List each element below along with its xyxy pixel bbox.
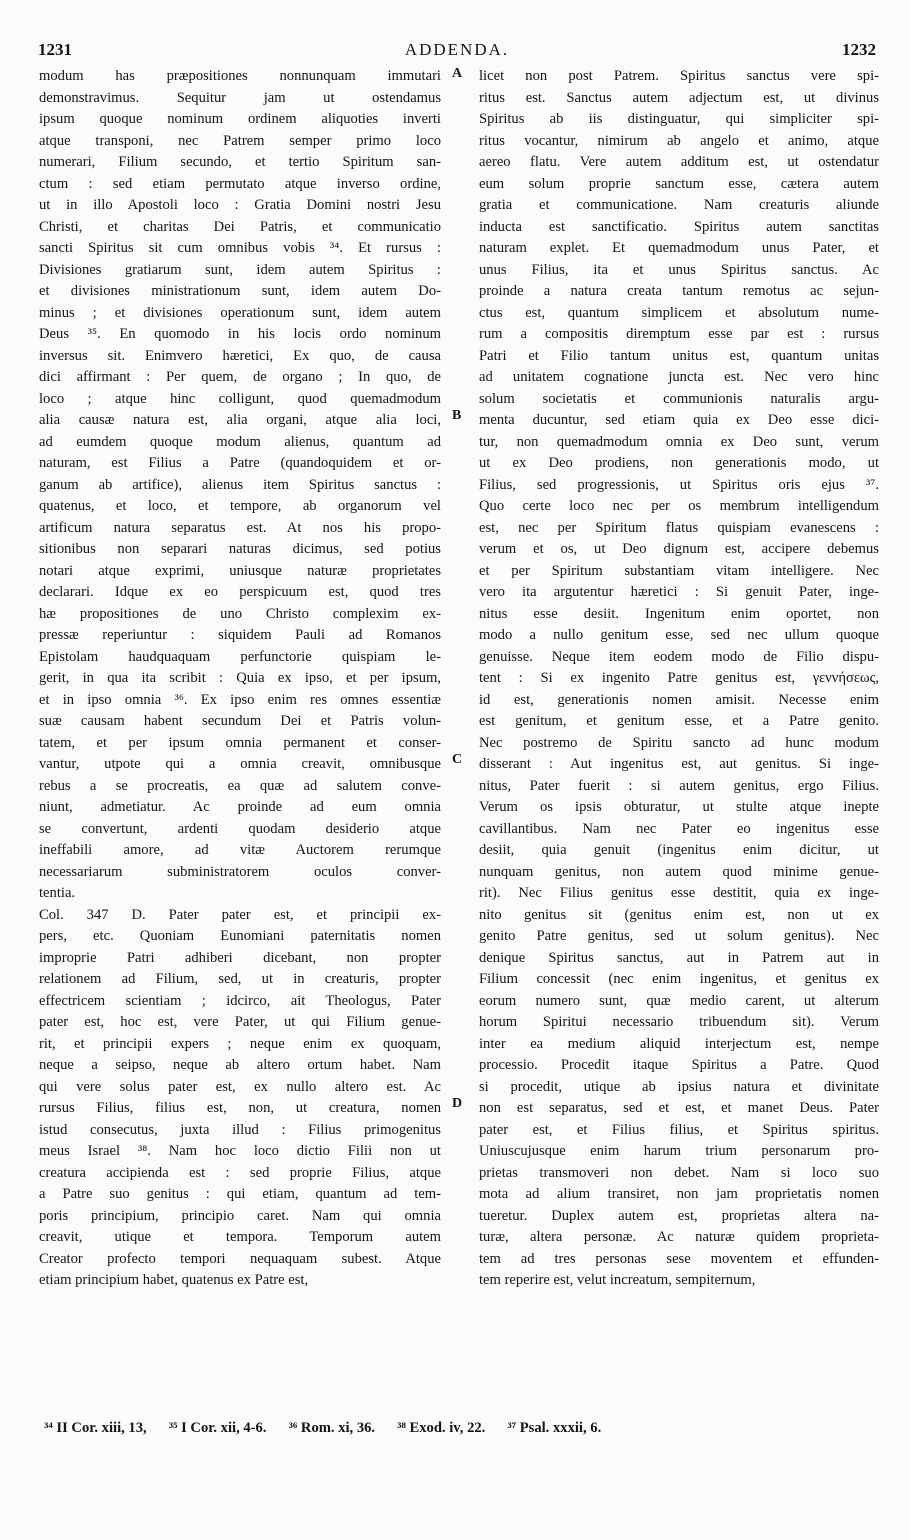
- text-line: rum a compositis diremptum esse par est : rursus: [479, 326, 879, 342]
- text-line: disserant : Aut ingenitus est, aut genitus. Si inge-: [479, 756, 879, 772]
- margin-marker-b: B: [452, 408, 462, 423]
- text-line: naturam, est Filius a Patre (quandoquidem et or-: [39, 455, 441, 471]
- text-line: rit, et principii expers ; neque enim ex quoquam,: [39, 1035, 441, 1052]
- text-line: declarari. Idque ex eo perspicuum est, quod tres: [39, 584, 441, 600]
- text-line: tur, non quemadmodum omnia ex Deo sunt, verum: [479, 433, 879, 450]
- text-line: inducta est sanctificatio. Spiritus autem sanctitas: [479, 218, 879, 235]
- text-line: Nec postremo de Spiritu sancto ad hunc modum: [479, 734, 879, 751]
- text-line: ganum ab artifice), alienus item Spiritus sanctus :: [39, 476, 441, 493]
- text-line: etiam principium habet, quatenus ex Patre est,: [39, 1272, 309, 1288]
- text-line: istud consecutus, juxta illud : Filius primogenitus: [39, 1121, 441, 1138]
- text-line: creavit, utique et tempora. Temporum autem: [39, 1229, 441, 1245]
- text-line: Creator profecto tempori nequaquam subest. Atque: [39, 1250, 441, 1267]
- footnote: ³⁶ Rom. xi, 36.: [288, 1420, 376, 1436]
- text-line: gerit, in qua ita scribit : Quia ex ipso, et per ipsum,: [39, 670, 441, 686]
- text-line: pater est, et Filius filius, et Spiritus spiritus.: [479, 1121, 879, 1138]
- text-line: pressæ reperiuntur : siquidem Pauli ad Romanos: [39, 627, 441, 643]
- text-line: Christi, et charitas Dei Patris, et communicatio: [39, 218, 441, 235]
- text-line: processio. Procedit itaque Spiritus a Patre. Quod: [479, 1057, 879, 1073]
- text-line: et divisiones ministrationum sunt, idem autem Do-: [39, 283, 441, 299]
- text-line: dici affirmant : Per quem, de organo ; In quo, de: [39, 369, 441, 385]
- text-line: si procedit, utique ab ipsius natura et divinitate: [479, 1078, 879, 1095]
- text-line: prietas transmoveri non debet. Nam si loco suo: [479, 1164, 879, 1181]
- text-line: sitionibus non separari naturas dicimus, sed potius: [39, 541, 441, 557]
- text-line: tatem, et per ipsum omnia permanent et conser-: [39, 734, 441, 751]
- text-line: atque transponi, nec Patrem semper primo loco: [39, 132, 441, 149]
- text-line: ctus est, quantum simplicem et absolutum nume-: [479, 304, 879, 321]
- text-line: desiit, quia genuit (ingenitus enim dicitur, ut: [479, 842, 879, 858]
- text-line: quatenus, et loco, et tempore, ab organorum vel: [39, 498, 441, 514]
- text-line: proinde a natura creata tantum remotus ac sejun-: [479, 283, 879, 299]
- text-line: tentia.: [39, 885, 76, 901]
- text-line: Quo certe loco nec per os membrum intelligendum: [479, 498, 879, 514]
- text-line: artificum natura separatus est. At nos his propo-: [39, 519, 441, 536]
- footnote: ³⁸ Exod. iv, 22.: [397, 1420, 486, 1436]
- text-line: inter ea medium aliquid interjectum est, nempe: [479, 1035, 879, 1052]
- text-line: ut in illo Apostoli loco : Gratia Domini nostri Jesu: [39, 197, 441, 213]
- text-line: non est separatus, sed et est, et manet Deus. Pater: [479, 1100, 879, 1116]
- text-line: id est, generationis nomen amisit. Necesse enim: [479, 691, 879, 708]
- text-line: licet non post Patrem. Spiritus sanctus vere spi-: [479, 68, 879, 84]
- footnote: ³⁷ Psal. xxxii, 6.: [507, 1420, 602, 1436]
- text-line: notari atque exprimi, uniusque naturæ proprietates: [39, 562, 441, 579]
- page-number-right: 1232: [842, 40, 876, 59]
- text-line: pater est, hoc est, vere Pater, ut qui Filium genue-: [39, 1014, 441, 1030]
- text-line: rursus Filius, filius est, non, ut creatura, nomen: [39, 1100, 441, 1116]
- text-line: est, nec per Spiritum flatus quispiam evanescens :: [479, 519, 879, 536]
- text-line: demonstravimus. Sequitur jam ut ostendamus: [39, 89, 441, 106]
- text-line: unus Filius, ita et unus Spiritus sanctus. Ac: [479, 261, 879, 278]
- text-line: et per Spiritum substantiam vitam intelligere. Nec: [479, 562, 879, 579]
- page-header: [38, 40, 876, 66]
- text-line: ut ex Deo prodiens, non generationis modo, ut: [479, 455, 879, 471]
- text-line: horum Spiritui necessario tribuendum sit). Verum: [479, 1014, 879, 1030]
- text-line: est genitum, et genitum esse, et a Patre genito.: [479, 713, 879, 729]
- footnote: ³⁴ II Cor. xiii, 13,: [44, 1420, 147, 1436]
- text-line: cavillantibus. Nam nec Pater eo ingenitus esse: [479, 820, 879, 837]
- text-line: improprie Patri adhiberi dicebant, non propter: [39, 949, 441, 966]
- text-line: necessariarum subministratorem oculos conver-: [39, 863, 441, 880]
- text-line: numerari, Filium secundo, et tertio Spiritum san-: [39, 154, 441, 170]
- text-line: a Patre suo genitus : qui etiam, quantum ad tem-: [39, 1186, 441, 1202]
- text-line: ritus est. Sanctus autem adjectum est, ut divinus: [479, 89, 879, 106]
- text-line: poris principium, principio caret. Nam qui omnia: [39, 1207, 441, 1224]
- text-line: turæ, altera personæ. Ac naturæ quidem proprieta-: [479, 1229, 879, 1245]
- text-line: menta ducuntur, sed etiam quia ex Deo esse dici-: [479, 412, 879, 428]
- text-line: pers, etc. Quoniam Eunomiani paternitatis nomen: [39, 928, 441, 944]
- left-column: [39, 66, 441, 1292]
- text-line: solum societatis et communionis naturalis argu-: [479, 390, 879, 407]
- text-line: vero ita argutentur hæretici : Si genuit Pater, inge-: [479, 584, 879, 600]
- text-line: aereo flatu. Vere autem additum est, ut ostendatur: [479, 154, 879, 170]
- text-line: genito Patre genitus, sed ut solum genitus). Nec: [479, 928, 879, 944]
- text-line: Filium concessit (nec enim ingenitus, et genitus ex: [479, 971, 879, 987]
- margin-marker-c: C: [452, 752, 463, 767]
- text-line: tueretur. Duplex autem est, proprietas altera na-: [479, 1207, 879, 1224]
- text-line: mota ad alium transiret, non jam proprietatis nomen: [479, 1186, 879, 1202]
- text-line: denique Spiritus sanctus, aut in Patrem aut in: [479, 949, 879, 966]
- text-line: relationem ad Filium, sed, ut in creaturis, propter: [39, 971, 441, 987]
- text-line: Filius, sed progressionis, ut Spiritus oris ejus ³⁷.: [479, 476, 879, 493]
- text-line: Col. 347 D. Pater pater est, et principii ex-: [39, 906, 441, 923]
- text-line: Verum os ipsis obturatur, ut stulte atque inepte: [479, 799, 879, 815]
- text-line: ipsum quoque nominum ordinem aliquoties inverti: [39, 111, 441, 127]
- text-line: hæ propositiones de uno Christo complexim ex-: [39, 605, 441, 622]
- text-line: naturam explet. Et quemadmodum unus Pater, et: [479, 240, 879, 256]
- text-line: meus Israel ³⁸. Nam hoc loco dictio Filii non ut: [39, 1143, 441, 1159]
- text-line: nitus, Pater fuerit : si autem genitus, ergo Filius.: [479, 777, 879, 794]
- text-line: genuisse. Neque item eodem modo de Filio dispu-: [479, 648, 879, 665]
- text-line: nitus esse desiit. Ingenitum enim oportet, non: [479, 605, 879, 622]
- text-line: loco ; atque hinc colligunt, quod quemadmodum: [39, 390, 441, 407]
- text-line: Patri et Filio tantum unitus est, quantum unitas: [479, 347, 879, 364]
- text-line: ineffabili amore, ad vitæ Auctorem rerumque: [39, 842, 441, 858]
- text-line: modo a nullo genitum esse, sed nec ullum quoque: [479, 627, 879, 643]
- text-line: Divisiones gratiarum sunt, idem autem Spiritus :: [39, 261, 441, 278]
- text-line: suæ causam habent secundum Dei et Patris volun-: [39, 713, 441, 729]
- page-number-left: 1231: [38, 40, 72, 59]
- text-line: nito genitus sit (genitus enim est, non ut ex: [479, 906, 879, 923]
- text-line: et in ipso omnia ³⁶. Ex ipso enim res omnes essentiæ: [39, 691, 441, 708]
- text-line: ad eumdem quoque modum alienus, quantum ad: [39, 433, 441, 450]
- text-line: qui vere solus pater est, ex nullo altero est. Ac: [39, 1078, 441, 1095]
- running-title: ADDENDA.: [404, 40, 510, 59]
- text-line: Deus ³⁵. En quomodo in his locis ordo nominum: [39, 326, 441, 342]
- text-line: Epistolam haudquaquam perfunctorie quispiam le-: [39, 648, 441, 665]
- text-line: effectricem scientiam ; idcirco, ait Theologus, Pater: [39, 992, 441, 1009]
- footnotes: [44, 1420, 874, 1437]
- text-line: eum solum proprie sanctum esse, cætera autem: [479, 175, 879, 192]
- text-line: creatura accipienda est : sed proprie Filius, atque: [39, 1164, 441, 1181]
- text-line: minus ; et divisiones operationum sunt, idem autem: [39, 304, 441, 321]
- text-line: verum et os, ut Deo dignum est, accipere debemus: [479, 541, 879, 557]
- text-line: eorum numero sunt, quæ medio carent, ut alterum: [479, 992, 879, 1009]
- text-line: ctum : sed etiam permutato atque inverso ordine,: [39, 175, 441, 192]
- text-line: vantur, utpote qui a omnia creavit, omnibusque: [39, 756, 441, 772]
- text-line: niunt, admetiatur. Ac proinde ad eum omnia: [39, 799, 441, 815]
- right-column: [479, 66, 879, 1292]
- text-line: rebus a se procreatis, ea quæ ad salutem conve-: [39, 777, 441, 794]
- text-line: ad unitatem cognatione juncta est. Nec vero hinc: [479, 369, 879, 385]
- text-line: Spiritus ab iis distinguatur, qui simpliciter spi-: [479, 111, 879, 127]
- text-line: tent : Si ex ingenito Patre genitus est, γεννήσεως,: [479, 670, 879, 686]
- text-line: gratia et communicatione. Nam creaturis aliunde: [479, 197, 879, 213]
- text-line: tem ad tres personas sese moventem et effunden-: [479, 1250, 879, 1267]
- text-line: neque a seipso, neque ab altero ortum habet. Nam: [39, 1057, 441, 1073]
- text-line: tem reperire est, velut increatum, sempiternum,: [479, 1272, 756, 1288]
- text-line: sancti Spiritus sit cum omnibus vobis ³⁴. Et rursus :: [39, 240, 441, 256]
- text-line: se convertunt, ardenti quodam desiderio atque: [39, 820, 441, 837]
- margin-marker-a: A: [452, 66, 463, 81]
- text-line: inversus sit. Enimvero hæretici, Ex quo, de causa: [39, 347, 441, 364]
- text-line: rit). Nec Filius genitus esse destitit, quia ex inge-: [479, 885, 879, 901]
- margin-marker-d: D: [452, 1096, 463, 1111]
- footnote: ³⁵ I Cor. xii, 4-6.: [168, 1420, 267, 1436]
- text-line: Uniuscujusque enim harum trium personarum pro-: [479, 1143, 879, 1159]
- text-line: alia causæ natura est, alia organi, atque alia loci,: [39, 412, 441, 428]
- text-line: modum has præpositiones nonnunquam immutari: [39, 68, 441, 84]
- text-line: nunquam genitus, non autem quod minime genue-: [479, 863, 879, 880]
- text-line: ritus vocantur, nimirum ab angelo et animo, atque: [479, 132, 879, 149]
